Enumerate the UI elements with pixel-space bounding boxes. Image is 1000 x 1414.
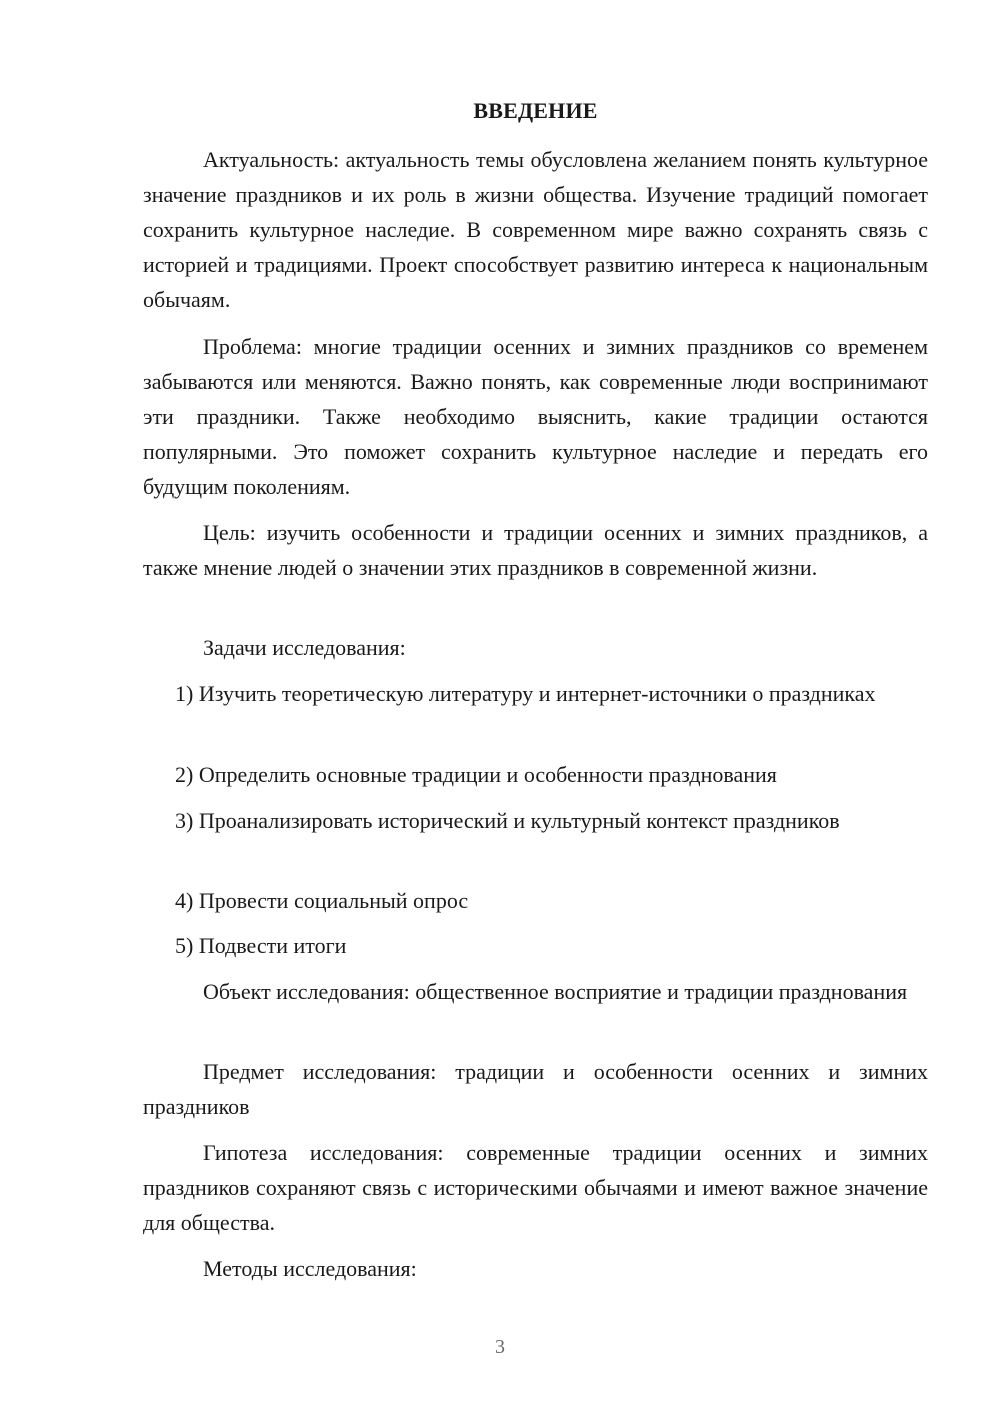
task-item-4: 4) Провести социальный опрос	[175, 888, 469, 913]
subject-paragraph: Предмет исследования: традиции и особенности осенних и зимних праздников	[143, 1059, 928, 1119]
page-number: 3	[495, 1336, 505, 1358]
task-item-5: 5) Подвести итоги	[175, 933, 347, 958]
task-item-3: 3) Проанализировать исторический и культурный контекст праздников	[175, 808, 840, 833]
relevance-paragraph: Актуальность: актуальность темы обусловлена желанием понять культурное значение праздников и их роль в жизни общества. Изучение традиций помогает сохранить культурное наследие. В современном мире важно сохранять связь с историей и традициями. Проект способствует развитию интереса к национальным обычаям.	[143, 147, 928, 312]
problem-paragraph: Проблема: многие традиции осенних и зимних праздников со временем забываются или меняются. Важно понять, как современные люди воспринимают эти праздники. Также необходимо выяснить, какие традиции остаются популярными. Это поможет сохранить культурное наследие и передать его будущим поколениям.	[143, 334, 928, 499]
section-heading: ВВЕДЕНИЕ	[473, 98, 598, 123]
methods-title: Методы исследования:	[203, 1256, 417, 1281]
object-paragraph: Объект исследования: общественное восприятие и традиции празднования	[203, 979, 908, 1004]
goal-paragraph: Цель: изучить особенности и традиции осенних и зимних праздников, а также мнение людей о значении этих праздников в современной жизни.	[143, 520, 928, 580]
hypothesis-paragraph: Гипотеза исследования: современные традиции осенних и зимних праздников сохраняют связь с историческими обычаями и имеют важное значение для общества.	[143, 1140, 928, 1235]
task-item-2: 2) Определить основные традиции и особенности празднования	[175, 762, 777, 787]
task-item-1: 1) Изучить теоретическую литературу и интернет-источники о праздниках	[175, 681, 876, 706]
tasks-title: Задачи исследования:	[203, 635, 406, 660]
